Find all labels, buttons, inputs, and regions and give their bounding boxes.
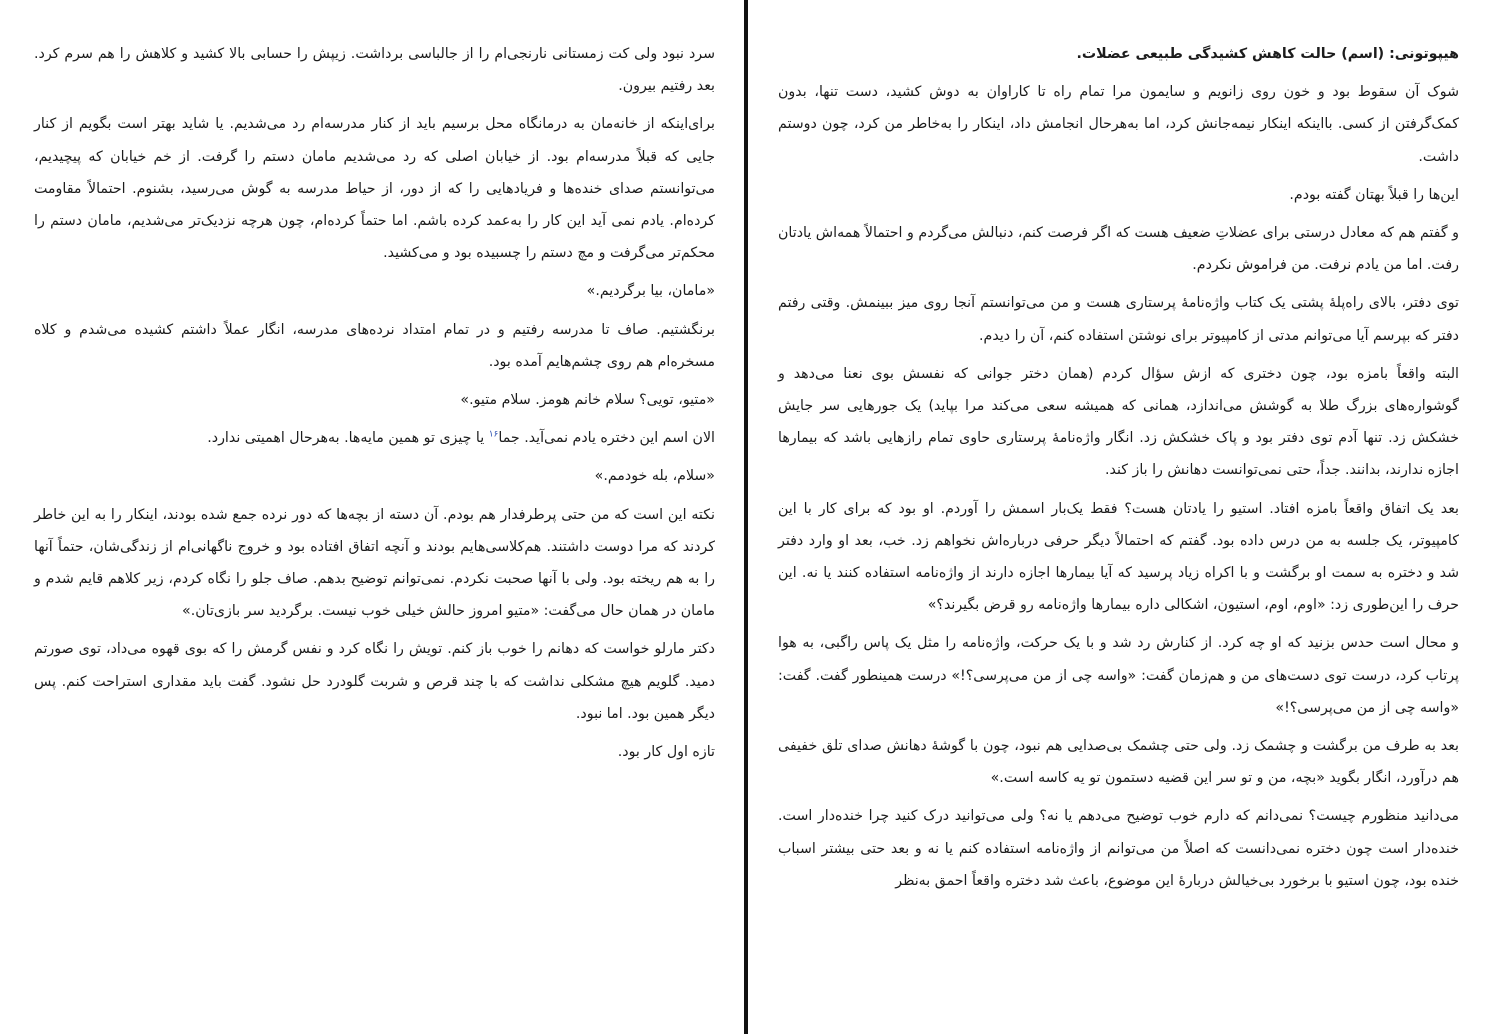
paragraph: بعد به طرف من برگشت و چشمک زد. ولی حتی چشمک بی‌صدایی هم نبود، چون با گوشهٔ دهانش صدای تلق خفیفی هم درآورد، انگار بگوید «بچه، من و تو سر این قضیه دستمون تو یه کاسه است.»	[778, 738, 1459, 787]
paragraph: و گفتم هم که معادل درستی برای عضلاتِ ضعیف هست که اگر فرصت کنم، دنبالش می‌گردم و احتمالاً همه‌اش یادتان رفت. اما من یادم نرفت. من فراموش نکردم.	[778, 225, 1459, 274]
footnote-marker[interactable]: ۱۶	[488, 429, 499, 440]
paragraph: سرد نبود ولی کت زمستانی نارنجی‌ام را از جالباسی برداشت. زیپش را حسابی بالا کشید و کلاهش را هم سرم کرد. بعد رفتیم بیرون.	[34, 46, 715, 95]
paragraph: این‌ها را قبلاً بهتان گفته بودم.	[1289, 186, 1459, 203]
definition-heading: هیپوتونی: (اسم) حالت کاهش کشیدگی طبیعی عضلات.	[1076, 46, 1459, 62]
dialogue-line: «مامان، بیا برگردیم.»	[586, 283, 715, 300]
dialogue-line: «متیو، تویی؟ سلام خانم هومز. سلام متیو.»	[460, 392, 715, 409]
footnote-text-after: یا چیزی تو همین مایه‌ها. به‌هرحال اهمیتی ندارد.	[207, 430, 489, 447]
paragraph: برای‌اینکه از خانه‌مان به درمانگاه محل برسیم باید از کنار مدرسه‌ام رد می‌شدیم. یا شاید بهتر است بگویم از کنار جایی که قبلاً مدرسه‌ام بود. از خیابان اصلی که رد می‌شدیم مامان دستم را گرفت. از خم خیابان که پیچیدیم، می‌توانستم صدای خنده‌ها و فریادهایی را که از دور، از حیاط مدرسه به گوش می‌رسید، بشنوم. احتمالاً مقاومت کرده‌ام. یادم نمی آید این کار را به‌عمد کرده باشم. اما حتماً کرده‌ام، چون هرچه نزدیک‌تر می‌شدیم، مامان دستم را محکم‌تر می‌گرفت و مچ دستم را چسبیده بود و می‌کشید.	[34, 116, 715, 262]
paragraph: دکتر مارلو خواست که دهانم را خوب باز کنم. تویش را نگاه کرد و نفس گرمش را که بوی قهوه می‌داد، توی صورتم دمید. گلویم هیچ مشکلی نداشت که با چند قرص و شربت گلودرد حل نشود. گفت باید مقداری استراحت کنم. پس دیگر همین بود. اما نبود.	[34, 641, 715, 722]
paragraph: نکته این است که من حتی پرطرفدار هم بودم. آن دسته از بچه‌ها که دور نرده جمع شده بودند، اینکار را به این خاطر کردند که مرا دوست داشتند. هم‌کلاسی‌هایم بودند و آنچه اتفاق افتاده بود و خروج ناگهانی‌ام از زندگی‌شان، حتماً آنها را به هم ریخته بود. ولی با آنها صحبت نکردم. نمی‌توانم توضیح بدهم. صاف جلو را نگاه کردم، زیر کلاهم قایم شدم و مامان در همان حال می‌گفت: «متیو امروز حالش خیلی خوب نیست. برگردید سر بازی‌تان.»	[34, 506, 715, 620]
paragraph: و محال است حدس بزنید که او چه کرد. از کنارش رد شد و با یک حرکت، واژه‌نامه را مثل یک پاس راگبی، به هوا پرتاب کرد، درست توی دست‌های من و هم‌زمان گفت: «واسه چی از من می‌پرسی؟!» درست همینطور گفت. گفت: «واسه چی از من می‌پرسی؟!»	[778, 635, 1459, 716]
paragraph: شوک آن سقوط بود و خون روی زانویم و سایمون مرا تمام راه تا کاراوان به دوش کشید، دست تنها، بدون کمک‌گرفتن از کسی. بااینکه اینکار نیمه‌جانش کرد، اما به‌هرحال انجامش داد، اینکار را به‌خاطر من کرد، چون دوستم داشت.	[778, 84, 1459, 165]
left-page	[0, 0, 745, 1034]
paragraph: تازه اول کار بود.	[617, 744, 715, 761]
paragraph: البته واقعاً بامزه بود، چون دختری که ازش سؤال کردم (همان دختر جوانی که نفسش بوی نعنا می‌دهد و گوشواره‌های بزرگ طلا به گوشش می‌اندازد، همانی که همیشه سعی می‌کند مرا بپاید) یک جورهایی سر جایش خشکش زد. تنها آدم توی دفتر بود و پاک خشکش زد. انگار واژه‌نامهٔ پرستاری حاوی تمام رازهایی باشد که بیمارها اجازه ندارند، بدانند. جداً، حتی نمی‌توانست دهانش را باز کند.	[778, 365, 1459, 479]
paragraph: می‌دانید منظورم چیست؟ نمی‌دانم که دارم خوب توضیح می‌دهم یا نه؟ ولی می‌توانید درک کنید چرا خنده‌دار است. خنده‌دار است چون دختره نمی‌دانست که اصلاً من می‌توانم از واژه‌نامه استفاده کنم یا نه و بعد حتی بیشتر اسباب خنده بود، چون استیو با برخورد بی‌خیالش دربارهٔ این موضوع، باعث شد دختره واقعاً احمق به‌نظر	[778, 808, 1459, 889]
footnote-text-before: الان اسم این دختره یادم نمی‌آید. جما	[498, 430, 715, 447]
paragraph: توی دفتر، بالای راه‌پلهٔ پشتی یک کتاب واژه‌نامهٔ پرستاری هست و من می‌توانستم آنجا روی میز ببینمش. وقتی رفتم دفتر که بپرسم آیا می‌توانم مدتی از کامپیوتر برای نوشتن استفاده کنم، آن را دیدم.	[778, 295, 1459, 344]
dialogue-line: «سلام، بله خودمم.»	[594, 468, 715, 485]
paragraph: بعد یک اتفاق واقعاً بامزه افتاد. استیو را یادتان هست؟ فقط یک‌بار اسمش را آوردم. او بود که برای کار با این کامپیوتر، یک جلسه به من درس داده بود. گفتم که احتمالاً دیگر حرفی درباره‌اش نخواهم زد. خب، بعد او وارد دفتر شد و دختره به سمت او برگشت و با اکراه زیاد پرسید که آیا بیمارها اجازه دارند از واژه‌نامه استفاده کنند یا نه. این حرف را این‌طوری زد: «اوم، اوم، استیون، اشکالی داره بیمارها واژه‌نامه رو قرض بگیرند؟»	[778, 500, 1459, 614]
paragraph-with-footnote	[34, 422, 715, 454]
paragraph: برنگشتیم. صاف تا مدرسه رفتیم و در تمام امتداد نرده‌های مدرسه، انگار عملاً داشتم کشیده می‌شدم و کلاه مسخره‌ام هم روی چشم‌هایم آمده بود.	[34, 321, 715, 370]
right-page	[748, 0, 1493, 1034]
